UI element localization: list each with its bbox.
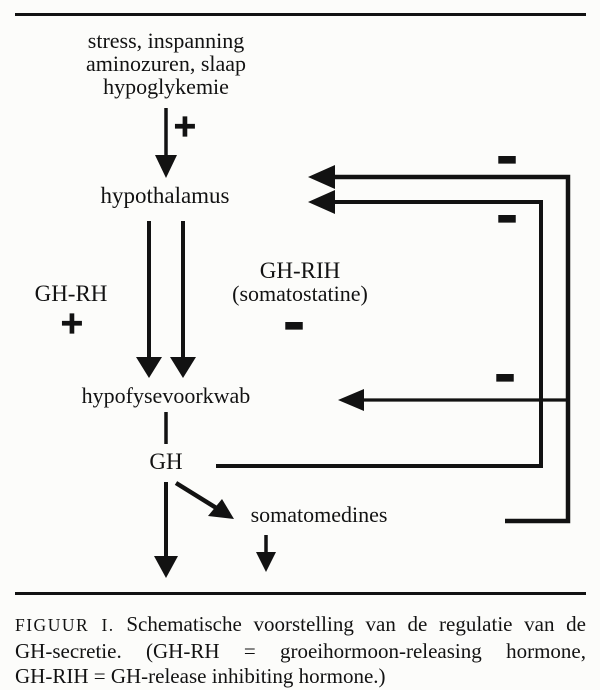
arrow-somatomedines-down — [256, 535, 276, 572]
stimuli-line-2: aminozuren, slaap — [85, 51, 247, 76]
stimuli-line-1: stress, inspanning — [87, 28, 245, 53]
bottom-rule — [15, 592, 586, 595]
plus-sign-ghrh: + — [59, 306, 85, 341]
gh-label: GH — [149, 449, 183, 474]
hypothalamus-label: hypothalamus — [100, 183, 230, 208]
somatomedines-label: somatomedines — [250, 502, 388, 527]
caption-line-2: GH-secretie. (GH-RH = groeihormoon-releasing hormone, — [15, 638, 586, 663]
minus-sign-feedback-mid: − — [496, 192, 518, 246]
plus-sign-stimuli: + — [172, 109, 198, 144]
figure-number-label: FIGUUR I. — [15, 615, 115, 635]
caption-line-1-text: Schematische voorstelling van de regulatie van de — [126, 612, 586, 636]
arrow-gh-to-somatomedines — [176, 483, 234, 519]
feedback-to-hypofysevoorkwab — [338, 389, 570, 411]
arrow-hypothalamus-to-hypofyse-left — [136, 221, 162, 378]
minus-sign-feedback-top: − — [496, 133, 518, 187]
minus-sign-feedback-hypofyse: − — [494, 351, 516, 405]
minus-sign-ghrih: − — [283, 299, 305, 353]
arrow-gh-down — [154, 482, 178, 578]
arrow-hypothalamus-to-hypofyse-right — [170, 221, 196, 378]
hypofysevoorkwab-label: hypofysevoorkwab — [81, 383, 251, 408]
figure-caption — [15, 612, 586, 690]
ghrih-line-2: (somatostatine) — [232, 281, 368, 306]
caption-line-1 — [15, 612, 586, 639]
stimuli-label — [46, 29, 286, 98]
ghrh-label: GH-RH — [34, 281, 108, 306]
caption-line-3: GH-RIH = GH-release inhibiting hormone.) — [15, 664, 386, 688]
stimuli-line-3: hypoglykemie — [103, 74, 229, 99]
ghrih-line-1: GH-RIH — [259, 258, 341, 283]
